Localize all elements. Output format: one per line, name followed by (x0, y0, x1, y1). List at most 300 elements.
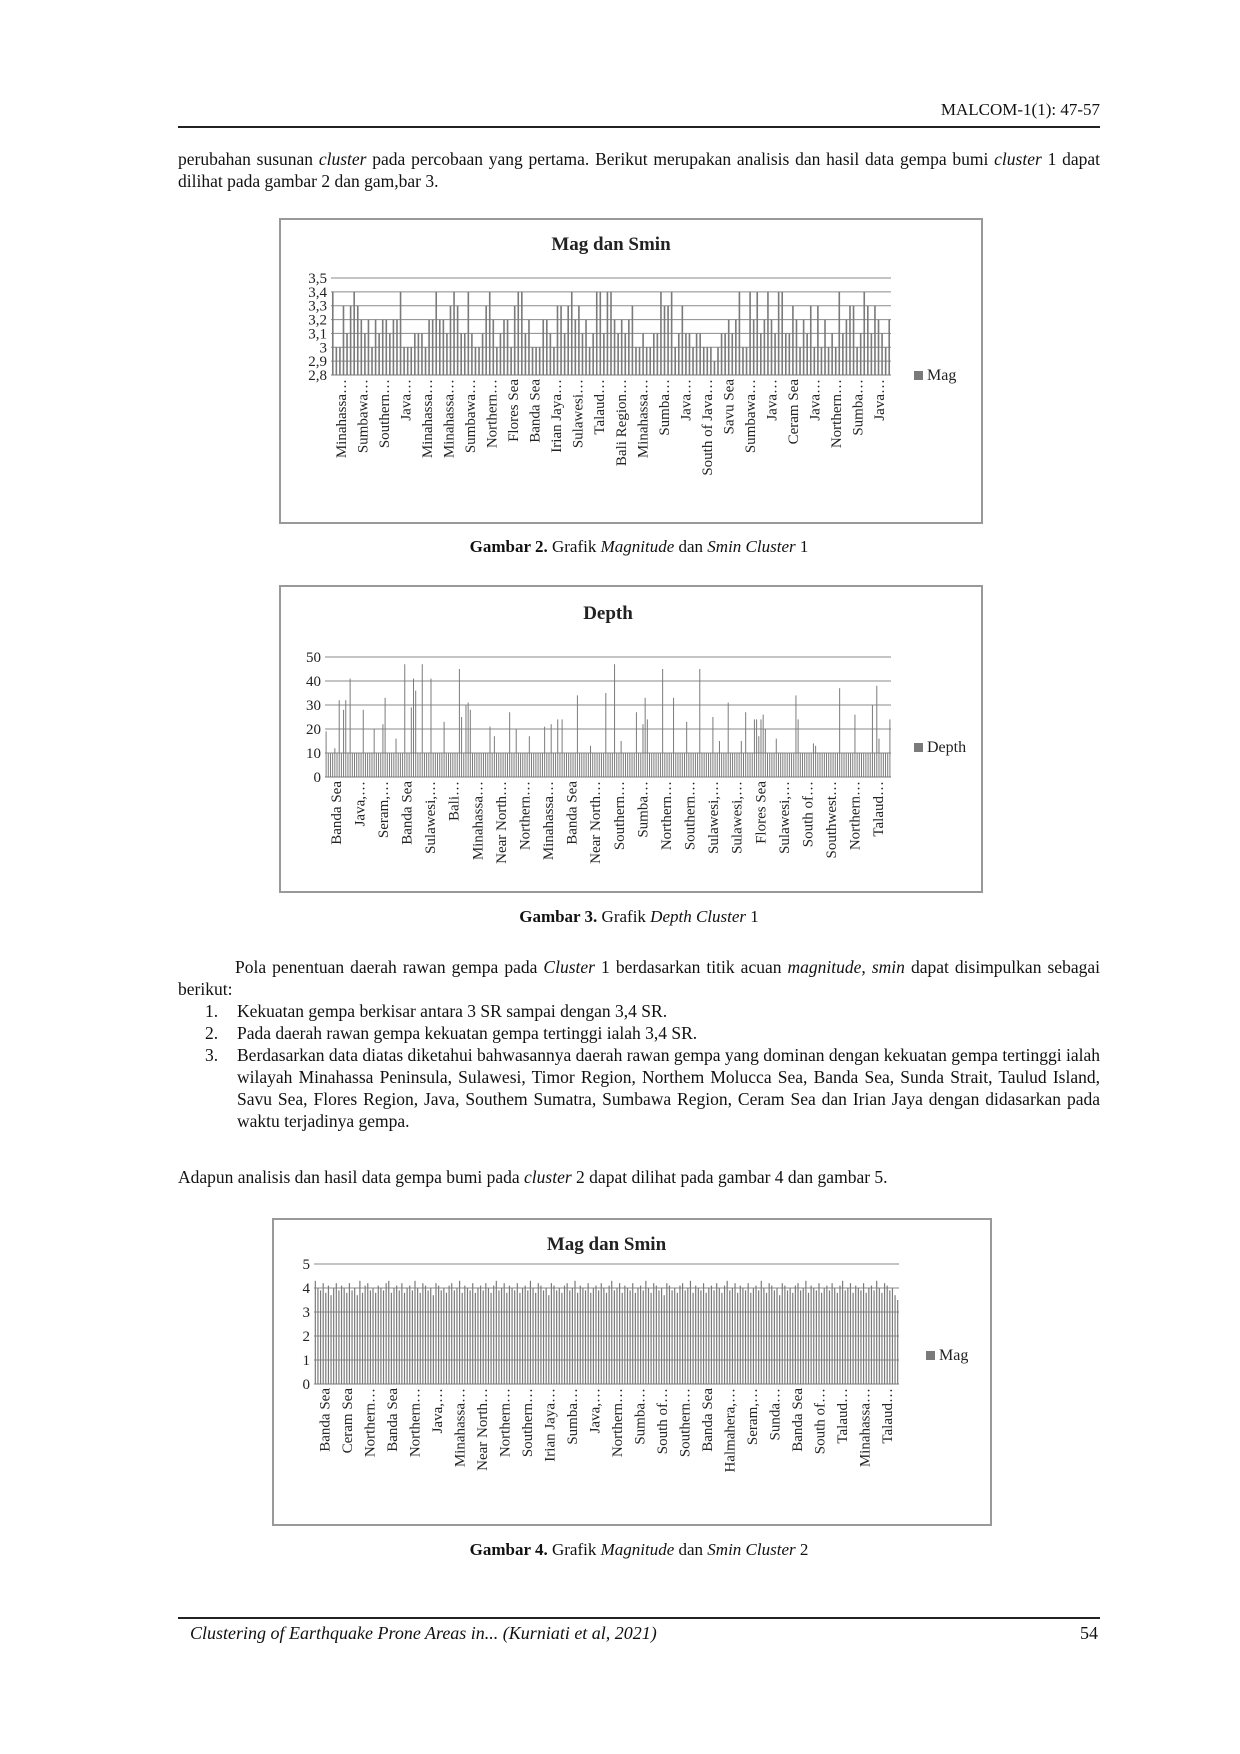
chart-bar (656, 753, 657, 777)
y-tick-label: 5 (302, 1257, 310, 1273)
caption-em: Smin Cluster (707, 1540, 796, 1559)
chart-bar (464, 1286, 465, 1384)
chart-bar (678, 333, 680, 375)
chart-bar (488, 1288, 489, 1384)
chart-bar (714, 361, 716, 375)
chart-bar (460, 333, 462, 375)
x-tick-label: Northern… (847, 781, 864, 851)
chart-bar (490, 1293, 491, 1384)
chart-bar (729, 1290, 730, 1384)
chart-bar (712, 717, 713, 777)
chart-bar (774, 753, 775, 777)
chart-bar (649, 347, 651, 375)
chart-bar (396, 739, 397, 777)
chart-bar (792, 1293, 793, 1384)
chart-bar (635, 347, 637, 375)
chart-title: Mag dan Smin (546, 1234, 667, 1255)
chart-bar (610, 753, 611, 777)
chart-bar (433, 753, 434, 777)
x-tick-label: Minahassa… (470, 781, 487, 861)
chart-bar (618, 753, 619, 777)
chart-bar (588, 1283, 589, 1384)
chart-bar (667, 306, 669, 375)
chart-bar (881, 333, 883, 375)
chart-bar (881, 1293, 882, 1384)
chart-bar (771, 753, 772, 777)
chart-bar (371, 753, 372, 777)
chart-bar (692, 1293, 693, 1384)
chart-bar (476, 753, 477, 777)
chart-bar (557, 719, 558, 777)
footer-citation: Clustering of Earthquake Prone Areas in... (Kurniati et al, 2021) (190, 1623, 657, 1643)
chart-bar (819, 753, 820, 777)
chart-bar (351, 1290, 352, 1384)
chart-bar (758, 1290, 759, 1384)
chart-bar (378, 333, 380, 375)
x-tick-label: Minahassa… (541, 781, 558, 861)
chart-bar (341, 1286, 342, 1384)
chart-bar (779, 1295, 780, 1384)
chart-bar (575, 753, 576, 777)
chart-bar (601, 753, 602, 777)
chart-bar (543, 1290, 544, 1384)
caption-em: Smin Cluster (707, 537, 796, 556)
chart-bar (441, 753, 442, 777)
chart-bar (624, 333, 626, 375)
chart-bar (404, 1293, 405, 1384)
x-tick-label: Banda Sea (699, 1388, 716, 1452)
chart-bar (344, 1288, 345, 1384)
chart-bar (605, 693, 606, 777)
chart-bar (472, 1283, 473, 1384)
chart-svg-mag-cluster1 (281, 220, 981, 522)
chart-bar (525, 1286, 526, 1384)
chart-bar (457, 306, 459, 375)
chart-bar (889, 1290, 890, 1384)
figure-4-chart (272, 1218, 992, 1526)
chart-bar (444, 722, 445, 777)
list-number: 1. (205, 1001, 219, 1021)
chart-bar (632, 753, 633, 777)
x-tick-label: Northern… (407, 1388, 424, 1458)
chart-bar (653, 333, 655, 375)
chart-bar (837, 1293, 838, 1384)
x-tick-label: Sumbawa… (463, 379, 479, 454)
chart-bar (649, 753, 650, 777)
chart-bar (426, 753, 427, 777)
chart-bar (551, 1283, 552, 1384)
chart-bar (811, 1286, 812, 1384)
chart-bar (741, 741, 742, 777)
chart-bar (487, 753, 488, 777)
chart-bar (580, 1286, 581, 1384)
chart-bar (599, 753, 600, 777)
chart-bar (403, 347, 405, 375)
legend-label: Depth (927, 739, 967, 756)
y-tick-label: 3 (319, 340, 327, 357)
conclusion-text-3: dapat disimpulkan sebagai berikut: (178, 957, 1100, 999)
chart-bar (374, 729, 375, 777)
y-tick-label: 3,2 (308, 312, 327, 329)
chart-bar (386, 1283, 387, 1384)
chart-bar (542, 753, 543, 777)
chart-bar (407, 1288, 408, 1384)
chart-bar (810, 306, 812, 375)
chart-bar (535, 1293, 536, 1384)
chart-bar (553, 347, 555, 375)
list-text: Berdasarkan data diatas diketahui bahwasannya daerah rawan gempa yang dominan dengan kekuatan gempa tertinggi ialah wilayah Minahassa Peninsula, Sulawesi, Timor Region, Northem Molucca Sea, Banda Sea, Sunda Strait, Taulud Island, Savu Sea, Flores Region, Java, Southem Sumatra, Sumbawa Region, Ceram Sea dan Irian Jaya dengan didasarkan pada waktu terjadinya gempa. (237, 1045, 1100, 1131)
y-tick-label: 10 (306, 746, 321, 762)
chart-bar (485, 306, 487, 375)
chart-bar (559, 1288, 560, 1384)
intro-text-2: pada percobaan yang pertama. Berikut merupakan analisis dan hasil data gempa bumi (366, 149, 995, 169)
chart-bar (350, 306, 352, 375)
x-tick-label: Near North… (493, 781, 510, 864)
chart-bar (653, 753, 654, 777)
chart-bar (776, 739, 777, 777)
chart-bar (457, 753, 458, 777)
chart-bar (363, 710, 364, 777)
chart-bar (428, 320, 430, 375)
chart-bar (839, 1286, 840, 1384)
chart-bar (454, 1290, 455, 1384)
chart-bar (478, 347, 480, 375)
chart-bar (496, 753, 497, 777)
legend-swatch (926, 1351, 935, 1360)
x-tick-label: Southern… (677, 1388, 694, 1458)
chart-bar (645, 698, 646, 777)
chart-bar (399, 1290, 400, 1384)
caption-text: Grafik (597, 907, 651, 926)
x-tick-label: Talaud… (879, 1388, 896, 1444)
chart-bar (361, 320, 363, 375)
x-tick-label: South of Java… (699, 379, 716, 476)
chart-bar (477, 1288, 478, 1384)
x-tick-label: Ceram Sea (786, 379, 803, 445)
chart-bar (506, 1293, 507, 1384)
chart-bar (359, 1281, 360, 1384)
chart-bar (871, 333, 873, 375)
chart-bar (706, 753, 707, 777)
chart-bar (603, 1288, 604, 1384)
chart-bar (572, 1288, 573, 1384)
x-tick-label: Savu Sea (721, 379, 738, 435)
chart-bar (425, 1286, 426, 1384)
chart-bar (393, 320, 395, 375)
chart-bar (636, 712, 637, 777)
legend-swatch (914, 743, 923, 752)
chart-bar (769, 1283, 770, 1384)
chart-bar (803, 320, 805, 375)
chart-bar (367, 753, 368, 777)
chart-bar (594, 753, 595, 777)
chart-bar (387, 753, 388, 777)
list-number: 3. (205, 1045, 219, 1065)
chart-bar (766, 1293, 767, 1384)
chart-bar (630, 1290, 631, 1384)
chart-bar (592, 753, 593, 777)
chart-bar (824, 753, 825, 777)
chart-bar (601, 1283, 602, 1384)
chart-bar (642, 724, 643, 777)
chart-bar (619, 1283, 620, 1384)
y-tick-label: 30 (306, 698, 321, 714)
chart-bar (850, 1283, 851, 1384)
chart-bar (760, 719, 761, 777)
chart-bar (430, 679, 431, 777)
chart-bar (723, 753, 724, 777)
chart-bar (614, 1290, 615, 1384)
chart-bar (328, 1286, 329, 1384)
chart-bar (753, 1288, 754, 1384)
chart-bar (535, 347, 537, 375)
chart-bar (585, 320, 587, 375)
chart-bar (590, 1293, 591, 1384)
x-tick-label: Banda Sea (399, 781, 416, 845)
chart-bar (328, 753, 329, 777)
chart-bar (535, 753, 536, 777)
intro-paragraph (178, 148, 1100, 192)
chart-bar (824, 320, 826, 375)
chart-bar (350, 679, 351, 777)
chart-bar (719, 1288, 720, 1384)
cluster2-text-2: 2 dapat dilihat pada gambar 4 dan gambar 5. (571, 1167, 888, 1187)
chart-bar (357, 306, 359, 375)
chart-bar (451, 1283, 452, 1384)
chart-bar (323, 1283, 324, 1384)
chart-bar (793, 753, 794, 777)
chart-bar (809, 753, 810, 777)
chart-bar (446, 1293, 447, 1384)
chart-bar (745, 1290, 746, 1384)
chart-bar (860, 333, 862, 375)
x-tick-label: Southwest… (824, 781, 841, 859)
chart-bar (385, 698, 386, 777)
chart-bar (614, 320, 616, 375)
chart-bar (561, 1293, 562, 1384)
chart-bar (693, 753, 694, 777)
chart-bar (755, 1286, 756, 1384)
chart-bar (816, 1290, 817, 1384)
chart-bar (414, 1281, 415, 1384)
cluster2-paragraph (178, 1166, 1100, 1188)
chart-bar (743, 753, 744, 777)
chart-bar (391, 753, 392, 777)
chart-bar (815, 746, 816, 777)
chart-bar (813, 1288, 814, 1384)
cluster2-text-1: Adapun analisis dan hasil data gempa bumi pada (178, 1167, 525, 1187)
chart-bar (361, 753, 362, 777)
figure-3-chart (279, 585, 983, 893)
x-tick-label: Sumba… (632, 1388, 649, 1445)
chart-bar (640, 753, 641, 777)
chart-bar (546, 1288, 547, 1384)
chart-bar (849, 306, 851, 375)
chart-bar (469, 1290, 470, 1384)
chart-bar (339, 700, 340, 777)
chart-bar (475, 347, 477, 375)
list-number: 2. (205, 1023, 219, 1043)
chart-bar (441, 1290, 442, 1384)
chart-bar (546, 753, 547, 777)
chart-bar (627, 1288, 628, 1384)
chart-bar (415, 691, 416, 777)
chart-bar (414, 333, 416, 375)
x-tick-label: Talaud… (871, 781, 888, 837)
intro-text-3: 1 dapat dilihat pada gambar 2 dan gam,bar 3. (178, 149, 1100, 191)
x-tick-label: Talaud… (592, 379, 609, 435)
chart-bar (391, 1293, 392, 1384)
chart-bar (608, 753, 609, 777)
chart-bar (764, 320, 766, 375)
chart-bar (892, 1288, 893, 1384)
chart-bar (830, 753, 831, 777)
chart-bar (624, 1286, 625, 1384)
chart-bar (555, 753, 556, 777)
chart-bar (817, 753, 818, 777)
chart-bar (492, 320, 494, 375)
y-tick-label: 1 (302, 1353, 310, 1369)
chart-bar (887, 753, 888, 777)
chart-bar (347, 753, 348, 777)
chart-bar (625, 753, 626, 777)
chart-bar (511, 753, 512, 777)
chart-bar (520, 753, 521, 777)
chart-bar (747, 753, 748, 777)
chart-bar (787, 753, 788, 777)
chart-bar (800, 753, 801, 777)
chart-bar (586, 753, 587, 777)
chart-bar (439, 753, 440, 777)
chart-bar (455, 753, 456, 777)
chart-bar (385, 320, 387, 375)
chart-bar (493, 1286, 494, 1384)
chart-bar (380, 753, 381, 777)
chart-bar (498, 1290, 499, 1384)
chart-bar (867, 306, 869, 375)
chart-bar (662, 669, 663, 777)
y-tick-label: 20 (306, 722, 321, 738)
chart-bar (516, 729, 517, 777)
chart-bar (362, 1293, 363, 1384)
y-tick-label: 3,3 (308, 298, 327, 315)
x-tick-label: Northern… (517, 781, 534, 851)
list-text: Pada daerah rawan gempa kekuatan gempa tertinggi ialah 3,4 SR. (237, 1023, 698, 1043)
chart-bar (660, 292, 662, 375)
chart-bar (872, 705, 873, 777)
chart-bar (522, 753, 523, 777)
chart-bar (699, 333, 701, 375)
chart-bar (345, 700, 346, 777)
chart-bar (411, 707, 412, 777)
figure-3-caption (178, 907, 1100, 927)
x-tick-label: Sulawesi,… (776, 781, 793, 854)
chart-bar (802, 753, 803, 777)
chart-bar (422, 1283, 423, 1384)
x-tick-label: Minahassa… (441, 379, 458, 459)
chart-bar (789, 753, 790, 777)
chart-bar (754, 719, 755, 777)
x-tick-label: Banda Sea (317, 1388, 334, 1452)
x-tick-label: Sumbawa… (743, 379, 759, 454)
x-tick-label: Java,… (352, 781, 369, 827)
chart-bar (664, 306, 666, 375)
chart-bar (726, 753, 727, 777)
chart-bar (806, 753, 807, 777)
chart-bar (522, 1288, 523, 1384)
chart-bar (614, 664, 615, 777)
chart-bar (542, 320, 544, 375)
chart-bar (784, 1286, 785, 1384)
caption-text: Grafik (547, 1540, 601, 1559)
x-tick-label: Halmahera,… (722, 1388, 739, 1473)
chart-bar (785, 753, 786, 777)
chart-bar (470, 710, 471, 777)
legend-label: Mag (939, 1347, 969, 1364)
chart-bar (671, 1290, 672, 1384)
chart-bar (393, 753, 394, 777)
chart-bar (511, 1288, 512, 1384)
footer-rule (178, 1617, 1100, 1619)
chart-bar (354, 1288, 355, 1384)
chart-bar (651, 1293, 652, 1384)
chart-bar (380, 1288, 381, 1384)
chart-bar (888, 320, 890, 375)
chart-bar (879, 1288, 880, 1384)
x-tick-label: Java,… (587, 1388, 604, 1434)
chart-bar (745, 712, 746, 777)
chart-bar (674, 347, 676, 375)
chart-bar (396, 320, 398, 375)
chart-bar (748, 1283, 749, 1384)
chart-bar (739, 753, 740, 777)
chart-bar (524, 753, 525, 777)
chart-bar (337, 753, 338, 777)
chart-bar (583, 753, 584, 777)
chart-bar (481, 753, 482, 777)
chart-bar (553, 1286, 554, 1384)
chart-bar (336, 1283, 337, 1384)
chart-bar (664, 1295, 665, 1384)
chart-bar (354, 753, 355, 777)
chart-bar (826, 1286, 827, 1384)
chart-bar (680, 753, 681, 777)
chart-bar (375, 1293, 376, 1384)
chart-bar (719, 741, 720, 777)
chart-bar (635, 1293, 636, 1384)
chart-bar (596, 292, 598, 375)
chart-bar (507, 753, 508, 777)
chart-bar (475, 1293, 476, 1384)
conclusion-list (178, 1000, 1100, 1132)
caption-text: 2 (795, 1540, 809, 1559)
y-tick-label: 0 (313, 770, 321, 786)
chart-bar (456, 1288, 457, 1384)
caption-label: Gambar 3. (519, 907, 598, 926)
chart-bar (548, 1295, 549, 1384)
chart-bar (684, 753, 685, 777)
chart-bar (653, 1283, 654, 1384)
chart-bar (343, 710, 344, 777)
chart-bar (603, 333, 605, 375)
chart-bar (627, 753, 628, 777)
chart-bar (734, 1283, 735, 1384)
chart-bar (645, 1281, 646, 1384)
x-tick-label: South of… (654, 1388, 671, 1455)
y-tick-label: 3,1 (308, 326, 327, 343)
chart-bar (696, 333, 698, 375)
chart-bar (640, 1286, 641, 1384)
